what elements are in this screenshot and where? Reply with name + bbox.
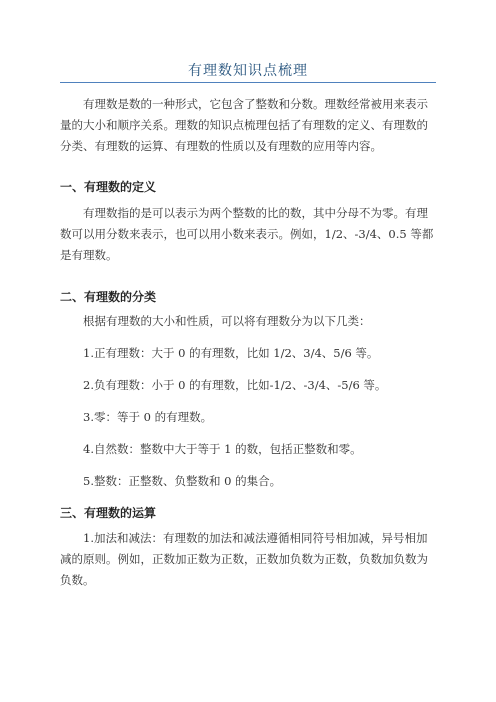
document-title: 有理数知识点梳理 — [188, 63, 308, 79]
title-divider — [60, 82, 436, 83]
section-operations — [60, 504, 436, 521]
intro-block — [60, 94, 436, 157]
list-item: 1.正有理数：大于 0 的有理数，比如 1/2、3/4、5/6 等。 — [83, 346, 379, 360]
section-heading: 一、有理数的定义 — [60, 180, 157, 194]
section-classification — [60, 288, 436, 305]
section-classification-body — [60, 311, 436, 332]
intro-paragraph: 有理数是数的一种形式，它包含了整数和分数。理数经常被用来表示量的大小和顺序关系。理数的知识点梳理包括了有理数的定义、有理数的分类、有理数的运算、有理数的性质以及有理数的应用等内容。 — [60, 97, 428, 153]
list-item: 3.零：等于 0 的有理数。 — [83, 410, 213, 424]
classification-list — [60, 343, 436, 492]
list-item: 5.整数：正整数、负整数和 0 的集合。 — [83, 474, 282, 488]
section-paragraph: 1.加法和减法：有理数的加法和减法遵循相同符号相加减，异号相加减的原则。例如，正数加正数为正数，正数加负数为正数，负数加负数为负数。 — [60, 531, 428, 587]
section-paragraph: 根据有理数的大小和性质，可以将有理数分为以下几类： — [83, 314, 371, 328]
list-item: 4.自然数：整数中大于等于 1 的数，包括正整数和零。 — [83, 442, 362, 456]
list-item: 2.负有理数：小于 0 的有理数，比如-1/2、-3/4、-5/6 等。 — [83, 378, 387, 392]
section-heading: 三、有理数的运算 — [60, 506, 157, 520]
section-paragraph: 有理数指的是可以表示为两个整数的比的数，其中分母不为零。有理数可以用分数来表示，也可以用小数来表示。例如，1/2、-3/4、0.5 等都是有理数。 — [60, 206, 434, 262]
section-definition-body — [60, 203, 436, 266]
section-operations-body — [60, 528, 436, 591]
section-heading: 二、有理数的分类 — [60, 290, 157, 304]
section-definition — [60, 178, 436, 195]
